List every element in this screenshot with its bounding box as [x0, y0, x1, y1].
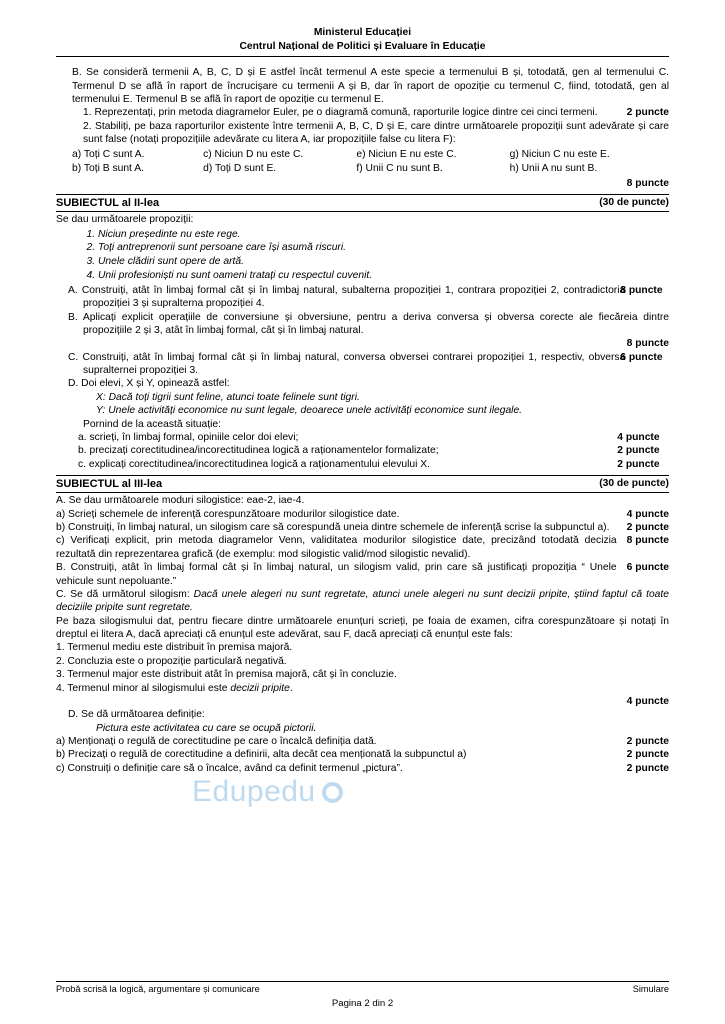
list-item: 2. Toți antreprenorii sunt persoane care își asumă riscuri. — [98, 241, 669, 255]
list-item: 3. Unele clădiri sunt opere de artă. — [98, 255, 669, 269]
subject3-a-a: 4 puncte a) Scrieți schemele de inferență corespunzătoare modurilor silogistice date. — [56, 508, 669, 520]
table-row — [56, 162, 669, 176]
subject3-c-item-2: 2. Concluzia este o propoziție particulară negativă. — [56, 655, 287, 667]
subject2-item-d: D. Doi elevi, X și Y, opinează astfel: — [68, 378, 230, 390]
subject1-b-intro: B. Se consideră termenii A, B, C, D și E astfel încât termenul A este specie a termenului B și, totodată, gen al termenului C. Termenul D se află în raport de încrucișare cu termenii A și B, dar în raport de opoziție cu termenul C, fiind, totodată, gen al termenului E. Termenul B se află în raport de opoziție cu termenul E. — [72, 67, 669, 105]
table-row — [56, 148, 669, 162]
footer-session: Simulare — [632, 983, 669, 994]
list-item: 1. Niciun președinte nu este rege. — [98, 228, 669, 242]
subject3-d-a: 2 puncte a) Menționați o regulă de corectitudine pe care o încalcă definiția dată. — [56, 736, 669, 748]
option-h: h) Unii A nu sunt B. — [509, 162, 598, 174]
subject3-d-c: 2 puncte c) Construiți o definiție care să o încalce, având ca definit termenul „pictura”. — [56, 762, 669, 774]
footer-divider — [56, 981, 669, 982]
option-d: d) Toți D sunt E. — [203, 162, 277, 174]
subject3-c-lead: C. Se dă următorul silogism: Dacă unele alegeri nu sunt regretate, atunci unele alegeri nu sunt decizii pripite, știind faptul că toate deciziile pripite sunt regretate. — [56, 588, 669, 614]
subject2-item-d-b: 2 puncte b. precizați corectitudinea/incorectitudinea logică a raționamentelor formalizate; — [56, 444, 669, 457]
subject1-b-item1: 2 puncte 1. Reprezentați, prin metoda diagramelor Euler, pe o diagramă comună, raporturile logice dintre cei cinci termeni. — [83, 107, 669, 119]
subject2-item-d-a: 4 puncte a. scrieți, în limbaj formal, opiniile celor doi elevi; — [56, 431, 669, 444]
option-e: e) Niciun E nu este C. — [356, 149, 457, 161]
subject2-item-d-b-points: 2 puncte — [617, 445, 660, 457]
subject2-item-b: B. Aplicați explicit operațiile de conversiune și obversiune, pentru a deriva conversa și obversa corecte ale fiecăreia dintre propozițiile 2 și 3, atât în limbaj formal, cât și în limbaj natural. — [68, 311, 669, 336]
subject2-title: SUBIECTUL al II-lea — [56, 196, 160, 209]
subject3-c-item-3: 3. Termenul major este distribuit atât în premisa majoră, cât și în concluzie. — [56, 669, 397, 681]
subject1-b-item1-points: 2 puncte — [626, 107, 669, 119]
subject3-c-item-4: 4. Termenul minor al silogismului este decizii pripite. — [56, 682, 293, 694]
header-divider — [56, 56, 669, 57]
subject3-a-a-points: 4 puncte — [626, 508, 669, 520]
subject2-item-d-c: 2 puncte c. explicați corectitudinea/incorectitudinea logică a raționamentului elevului X. — [56, 458, 669, 471]
subject3-d-b: 2 puncte b) Precizați o regulă de corectitudine a definirii, alta decât cea menționată la subpunctul a) — [56, 749, 669, 761]
subject1-b-item2: 2. Stabiliți, pe baza raporturilor existente între termenii A, B, C, D și E, care dintre următoarele propoziții sunt adevărate și care sunt false (notați propozițiile adevărate cu litera A, iar propozițiile false cu litera F): — [83, 120, 669, 146]
subject2-item-a-points: 8 puncte — [620, 284, 663, 296]
subject3-b: 6 puncte B. Construiți, atât în limbaj formal cât și în limbaj natural, un silogism valid, prin care să justificați propoziția “ Unele vehicule sunt nepoluante.” — [56, 562, 669, 587]
option-c: c) Niciun D nu este C. — [203, 149, 304, 161]
subject2-propositions — [56, 228, 669, 283]
subject2-item-d-a-points: 4 puncte — [617, 431, 660, 443]
subject3-points: (30 de puncte) — [599, 478, 669, 490]
subject2-item-d-x: X: Dacă toți tigrii sunt feline, atunci toate felinele sunt tigri. — [96, 391, 360, 403]
watermark-ring-icon — [322, 782, 343, 803]
subject3-c-points: 4 puncte — [626, 695, 669, 707]
subject2-item-d-lead: Pornind de la această situație: — [83, 418, 221, 430]
subject2-points: (30 de puncte) — [599, 196, 669, 208]
subject3-d-c-points: 2 puncte — [626, 762, 669, 774]
subject2-intro: Se dau următoarele propoziții: — [56, 214, 194, 226]
watermark-text: Edupedu — [192, 775, 316, 808]
subject2-item-d-c-points: 2 puncte — [617, 458, 660, 470]
footer-page-number: Pagina 2 din 2 — [331, 997, 394, 1009]
subject3-a-b: 2 puncte b) Construiți, în limbaj natural, un silogism care să corespundă uneia dintre schemele de inferență scrise la subpunctul a). — [56, 522, 669, 534]
subject3-a-c-points: 8 puncte — [626, 535, 669, 547]
header-ministry: Ministerul Educației — [313, 27, 412, 38]
subject2-item-c-points: 6 puncte — [620, 351, 663, 363]
option-f: f) Unii C nu sunt B. — [356, 162, 443, 174]
subject2-item-b-points: 8 puncte — [626, 338, 669, 350]
subject3-title: SUBIECTUL al III-lea — [56, 478, 163, 491]
subject3-b-points: 6 puncte — [626, 562, 669, 574]
subject3-d-a-points: 2 puncte — [626, 736, 669, 748]
subject2-header — [56, 194, 669, 212]
list-item: 4. Unii profesioniști nu sunt oameni tratați cu respectul cuvenit. — [98, 269, 669, 283]
option-g: g) Niciun C nu este E. — [509, 149, 610, 161]
subject3-a-intro: A. Se dau următoarele moduri silogistice: eae-2, iae-4. — [56, 495, 305, 507]
option-b: b) Toți B sunt A. — [72, 162, 144, 174]
subject3-c-syllogism: Dacă unele alegeri nu sunt regretate, atunci unele alegeri nu sunt decizii pripite, știind faptul că toate deciziile pripite sunt regretate. — [56, 588, 669, 614]
subject3-c-item-1: 1. Termenul mediu este distribuit în premisa majoră. — [56, 642, 293, 654]
page-header — [56, 26, 669, 57]
subject3-header — [56, 475, 669, 493]
subject1-b-options-points: 8 puncte — [626, 177, 669, 189]
page-footer — [56, 981, 669, 1010]
subject2-item-c: 6 puncte C. Construiți, atât în limbaj formal cât și în limbaj natural, conversa obversei contrarei propoziției 1, respectiv, obversa supralternei propoziției 3. — [56, 351, 669, 378]
subject1-part-b — [56, 66, 669, 190]
subject3-d-definition: Pictura este activitatea cu care se ocupă pictorii. — [96, 722, 317, 734]
option-a: a) Toți C sunt A. — [72, 149, 145, 161]
subject3-d-b-points: 2 puncte — [626, 749, 669, 761]
subject3-d-lead: D. Se dă următoarea definiție: — [68, 709, 205, 721]
subject2-item-d-y: Y: Unele activități economice nu sunt legale, deoarece unele activități economice sunt ilegale. — [96, 405, 523, 417]
subject3-a-b-points: 2 puncte — [626, 522, 669, 534]
subject3-c-body: Pe baza silogismului dat, pentru fiecare dintre următoarele enunțuri scrieți, pe foaia de examen, cifra corespunzătoare și notați în dreptul ei litera A, dacă apreciați că enunțul este adevărat, sau F, dacă apreciați că enunțul este fals: — [56, 615, 669, 641]
subject3-a-c: 8 puncte c) Verificați explicit, prin metoda diagramelor Venn, validitatea modurilor silogistice date, precizând totodată decizia rezultată din reprezentarea grafică (de exemplu: mod silogistic valid/mod silogistic nevalid). — [56, 535, 669, 560]
watermark — [192, 772, 343, 811]
header-center: Centrul Național de Politici și Evaluare în Educație — [239, 40, 486, 52]
subject1-b-options-table — [56, 148, 669, 175]
subject2-item-a: 8 puncte A. Construiți, atât în limbaj formal cât și în limbaj natural, subalterna propoziției 1, contrara propoziției 2, contradictoria propoziției 3 și supralterna propoziției 4. — [56, 284, 669, 311]
footer-exam-name: Probă scrisă la logică, argumentare și comunicare — [56, 983, 260, 994]
